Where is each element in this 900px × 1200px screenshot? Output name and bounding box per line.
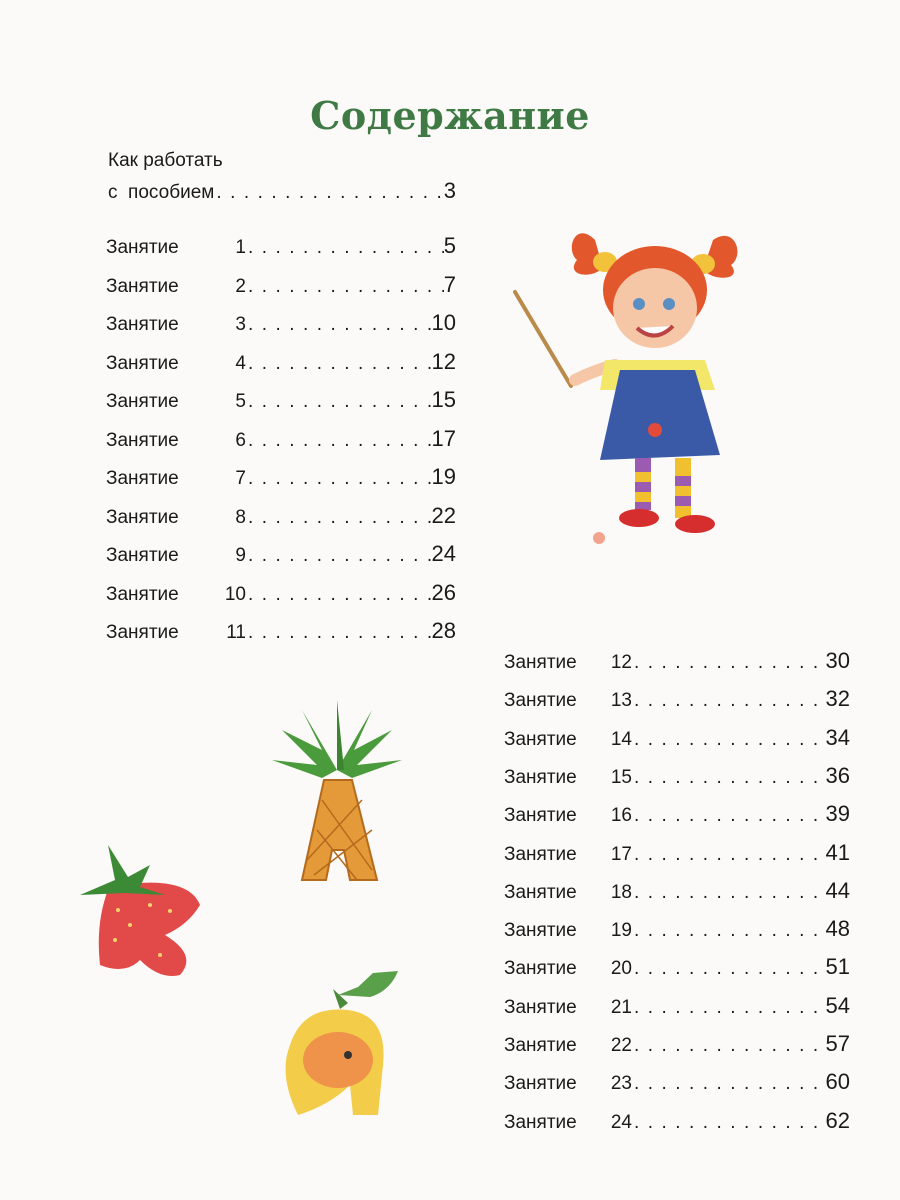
toc-dot-leader bbox=[246, 391, 432, 413]
toc-page-number: 62 bbox=[825, 1107, 850, 1133]
toc-page-number: 36 bbox=[825, 762, 850, 788]
toc-entry-number: 7 bbox=[235, 468, 246, 489]
girl-illustration bbox=[505, 220, 745, 550]
toc-entry-number: 10 bbox=[224, 583, 246, 605]
toc-entry-number: 13 bbox=[610, 690, 632, 712]
toc-dot-leader bbox=[632, 805, 826, 827]
toc-entry-label: Занятие bbox=[106, 314, 179, 335]
toc-dot-leader bbox=[632, 1073, 826, 1095]
toc-dot-leader bbox=[632, 690, 826, 712]
toc-entry-number: 16 bbox=[610, 805, 632, 827]
toc-dot-leader bbox=[246, 584, 432, 606]
page-title: Содержание bbox=[310, 93, 590, 139]
toc-entry-number: 3 bbox=[235, 314, 246, 335]
toc-entry[interactable] bbox=[106, 387, 456, 413]
toc-entry[interactable] bbox=[106, 272, 456, 298]
toc-entry[interactable] bbox=[504, 993, 850, 1019]
toc-entry-number: 19 bbox=[610, 920, 632, 942]
toc-entry-label: Занятие bbox=[106, 391, 179, 412]
toc-dot-leader bbox=[632, 920, 826, 942]
toc-page-number: 54 bbox=[825, 992, 850, 1018]
toc-entry-number: 18 bbox=[610, 881, 632, 903]
toc-dot-leader bbox=[246, 314, 432, 336]
toc-page-number: 17 bbox=[431, 425, 456, 451]
toc-entry[interactable] bbox=[504, 1069, 850, 1095]
toc-entry-number: 9 bbox=[235, 545, 246, 566]
toc-entry-label: Занятие bbox=[106, 352, 179, 374]
toc-entry[interactable] bbox=[504, 878, 850, 904]
toc-entry-label: Занятие bbox=[504, 881, 577, 903]
toc-entry[interactable] bbox=[106, 349, 456, 375]
toc-entry[interactable] bbox=[504, 763, 850, 789]
toc-entry-label: Занятие bbox=[106, 622, 179, 643]
toc-entry-label: Занятие bbox=[504, 920, 577, 942]
toc-dot-leader bbox=[632, 882, 826, 904]
toc-entry[interactable] bbox=[106, 464, 456, 490]
toc-page-number: 7 bbox=[443, 271, 456, 297]
toc-page-number: 24 bbox=[431, 541, 456, 566]
toc-entry[interactable] bbox=[504, 648, 850, 674]
toc-dot-leader bbox=[632, 1035, 826, 1057]
toc-entry[interactable] bbox=[504, 840, 850, 866]
toc-dot-leader bbox=[632, 729, 826, 751]
toc-entry[interactable] bbox=[106, 233, 456, 259]
toc-dot-leader bbox=[632, 997, 826, 1019]
show-through-text bbox=[200, 40, 206, 60]
toc-entry-number: 14 bbox=[610, 728, 632, 750]
toc-page-number: 12 bbox=[431, 348, 456, 374]
toc-entry[interactable] bbox=[106, 310, 456, 336]
toc-entry[interactable] bbox=[504, 686, 850, 712]
toc-entry-number: 24 bbox=[610, 1111, 632, 1133]
toc-dot-leader bbox=[246, 622, 432, 644]
toc-dot-leader bbox=[632, 958, 826, 980]
toc-intro-line1: Как работать bbox=[108, 150, 223, 171]
toc-entry[interactable] bbox=[504, 954, 850, 980]
toc-entry-number: 21 bbox=[610, 996, 632, 1018]
toc-entry-number: 22 bbox=[610, 1035, 632, 1056]
toc-page-number: 34 bbox=[825, 724, 850, 750]
toc-dot-leader bbox=[632, 844, 826, 866]
toc-entry-number: 4 bbox=[235, 352, 246, 374]
toc-page-number: 28 bbox=[431, 618, 456, 643]
toc-entry[interactable] bbox=[106, 618, 456, 644]
toc-entry-label: Занятие bbox=[106, 545, 179, 566]
pineapple-letter-illustration bbox=[262, 690, 412, 890]
toc-entry[interactable] bbox=[504, 801, 850, 827]
toc-dot-leader bbox=[632, 767, 826, 789]
toc-page-number: 60 bbox=[825, 1069, 850, 1095]
toc-dot-leader bbox=[246, 507, 432, 529]
toc-dot-leader bbox=[246, 353, 432, 375]
toc-page-number: 51 bbox=[825, 954, 850, 980]
toc-entry-number: 20 bbox=[610, 958, 632, 980]
toc-entry-label: Занятие bbox=[106, 429, 179, 451]
toc-dot-leader bbox=[246, 430, 432, 452]
toc-entry-number: 6 bbox=[235, 429, 246, 451]
toc-entry-label: Занятие bbox=[504, 1035, 577, 1056]
toc-entry-number: 2 bbox=[235, 275, 246, 297]
toc-entry-label: Занятие bbox=[504, 843, 577, 865]
toc-entry[interactable] bbox=[504, 725, 850, 751]
toc-entry-label: Занятие bbox=[504, 766, 577, 788]
toc-entry[interactable] bbox=[106, 541, 456, 567]
toc-entry-number: 5 bbox=[235, 391, 246, 412]
toc-entry-label: Занятие bbox=[504, 728, 577, 750]
toc-entry-number: 12 bbox=[610, 652, 632, 673]
toc-entry-label: Занятие bbox=[504, 1111, 577, 1133]
toc-entry-label: Занятие bbox=[106, 506, 179, 528]
toc-dot-leader bbox=[214, 182, 443, 204]
strawberry-letter-illustration bbox=[70, 825, 210, 985]
toc-page-number: 26 bbox=[431, 579, 456, 605]
toc-dot-leader bbox=[246, 468, 432, 490]
toc-page-number: 5 bbox=[443, 233, 456, 258]
toc-entry[interactable] bbox=[106, 580, 456, 606]
toc-entry-number: 23 bbox=[610, 1073, 632, 1095]
toc-entry[interactable] bbox=[504, 916, 850, 942]
toc-page-number: 41 bbox=[825, 839, 850, 865]
toc-entry-number: 8 bbox=[235, 506, 246, 528]
toc-intro-line2 bbox=[108, 178, 456, 204]
toc-entry[interactable] bbox=[504, 1108, 850, 1134]
toc-page-number: 39 bbox=[825, 801, 850, 827]
toc-entry[interactable] bbox=[106, 503, 456, 529]
toc-page-number: 10 bbox=[431, 310, 456, 335]
toc-dot-leader bbox=[246, 237, 444, 259]
toc-entry-label: Занятие bbox=[504, 805, 577, 827]
toc-page-number: 19 bbox=[431, 464, 456, 489]
toc-page-number: 22 bbox=[431, 502, 456, 528]
toc-entry-number: 15 bbox=[610, 766, 632, 788]
toc-entry-label: Занятие bbox=[106, 237, 179, 258]
toc-entry-label: Занятие bbox=[106, 583, 179, 605]
toc-entry-label: Занятие bbox=[504, 996, 577, 1018]
toc-page-number: 3 bbox=[443, 178, 456, 203]
toc-page-number: 30 bbox=[825, 648, 850, 673]
toc-page-number: 44 bbox=[825, 877, 850, 903]
toc-entry-label: Занятие bbox=[106, 275, 179, 297]
toc-entry-number: 11 bbox=[226, 622, 246, 643]
toc-entry-label: Занятие bbox=[504, 652, 577, 673]
toc-page-number: 48 bbox=[825, 916, 850, 942]
toc-entry-label: Занятие bbox=[504, 690, 577, 712]
toc-page-number: 57 bbox=[825, 1031, 850, 1056]
toc-dot-leader bbox=[632, 652, 826, 674]
toc-intro-label: с пособием bbox=[108, 182, 215, 203]
toc-dot-leader bbox=[246, 276, 444, 298]
toc-page-number: 32 bbox=[825, 686, 850, 712]
apple-letter-illustration bbox=[278, 965, 408, 1130]
toc-dot-leader bbox=[632, 1112, 826, 1134]
toc-dot-leader bbox=[246, 545, 432, 567]
toc-entry-number: 17 bbox=[610, 843, 632, 865]
toc-entry-number: 1 bbox=[235, 237, 246, 258]
toc-entry-label: Занятие bbox=[106, 468, 179, 489]
toc-entry-label: Занятие bbox=[504, 1073, 577, 1095]
toc-entry[interactable] bbox=[504, 1031, 850, 1057]
toc-entry[interactable] bbox=[106, 426, 456, 452]
toc-page-number: 15 bbox=[431, 387, 456, 412]
toc-entry-label: Занятие bbox=[504, 958, 577, 980]
